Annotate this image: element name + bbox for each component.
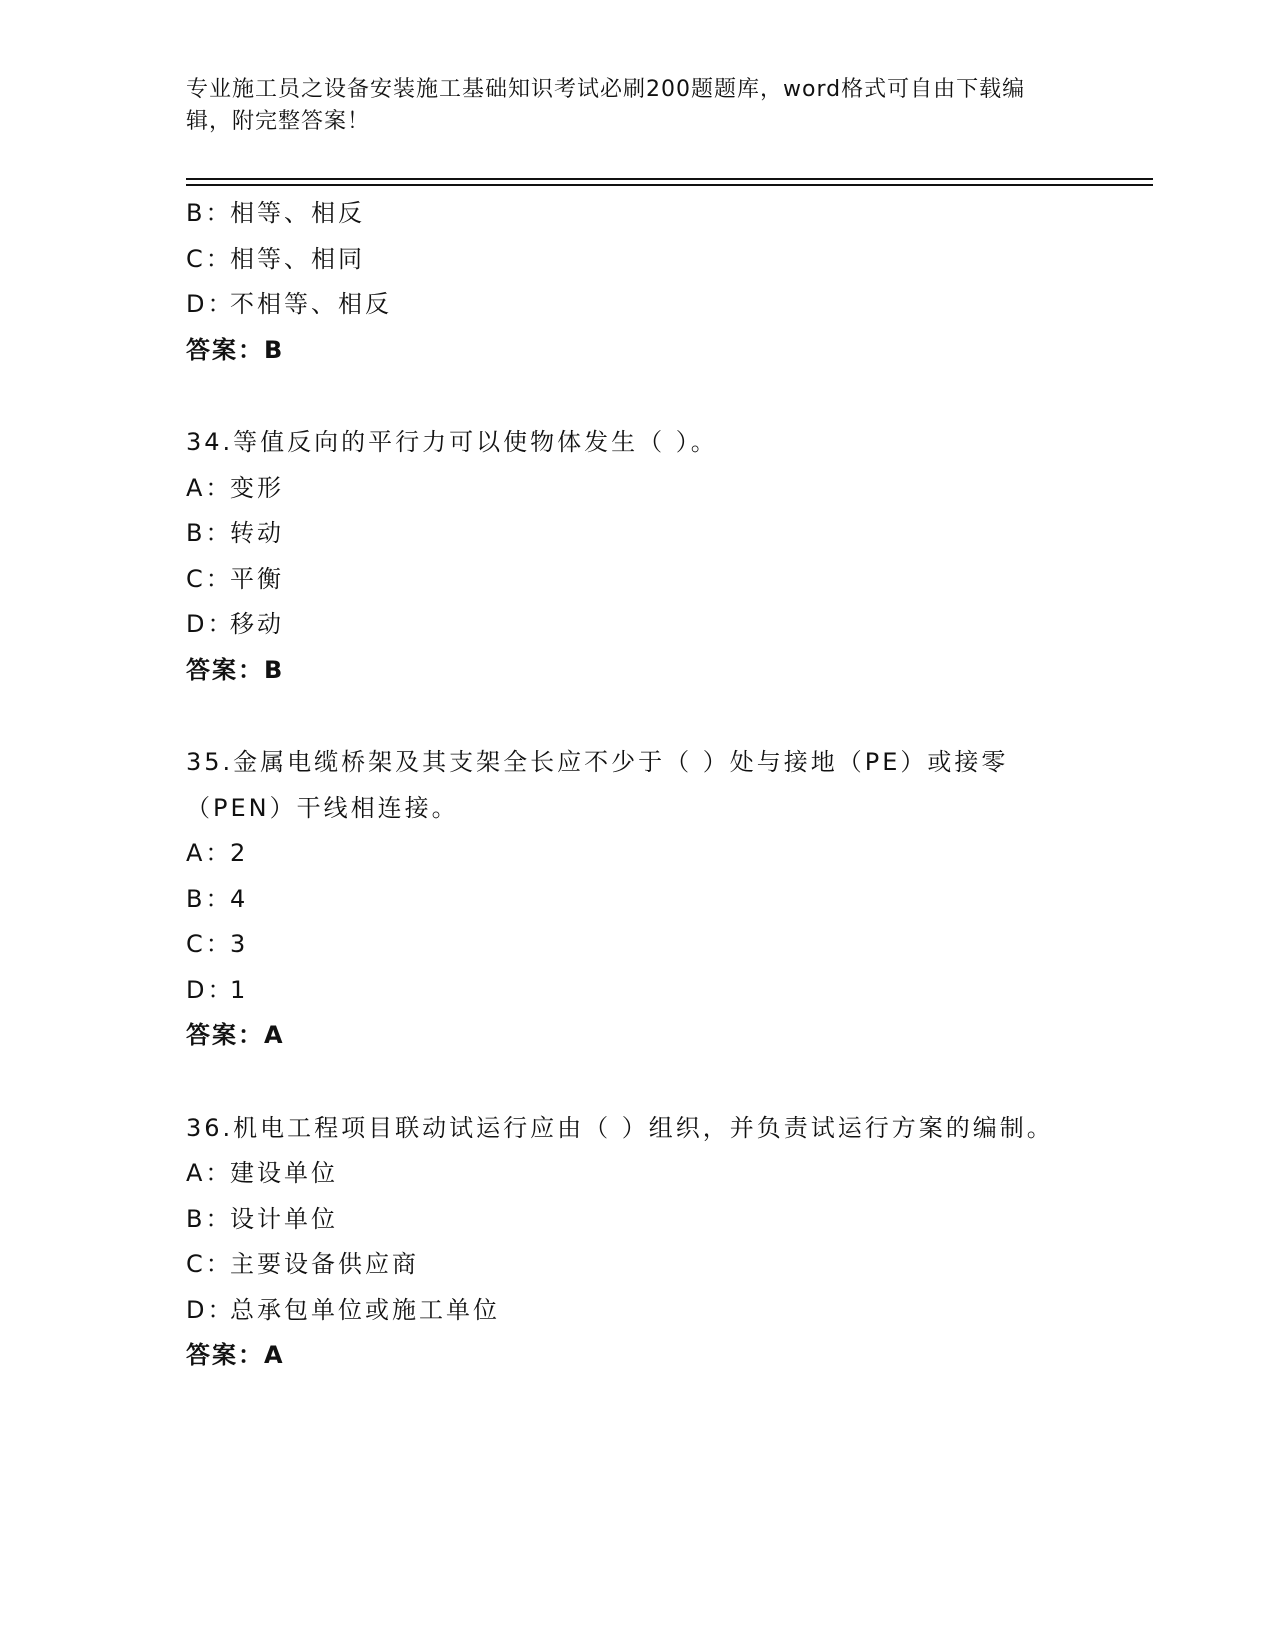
option-key: C： — [186, 930, 233, 958]
question-list — [186, 191, 1086, 1379]
option-text: 建设单位 — [230, 1159, 338, 1187]
option-key: D： — [186, 975, 235, 1004]
option-key: C： — [186, 564, 233, 593]
option-text: 2 — [230, 839, 249, 867]
option-d — [186, 282, 1086, 328]
option-key: D： — [186, 290, 235, 318]
option-key: B： — [186, 884, 233, 913]
header-rule-top — [186, 178, 1153, 180]
option-c — [186, 237, 1086, 283]
question-stem: 34.等值反向的平行力可以使物体发生（ ）。 — [186, 428, 718, 456]
document-header-title: 专业施工员之设备安装施工基础知识考试必刷200题题库，word格式可自由下载编辑，附完整答案！ — [186, 77, 1026, 134]
option-a — [186, 1151, 1086, 1197]
option-key: B： — [186, 199, 233, 227]
option-key: D： — [186, 610, 235, 638]
option-key: C： — [186, 1250, 233, 1278]
option-text: 不相等、相反 — [230, 290, 392, 318]
option-c — [186, 557, 1086, 603]
option-d — [186, 968, 1086, 1014]
option-text: 4 — [230, 884, 249, 913]
option-d — [186, 602, 1086, 648]
option-b — [186, 877, 1086, 923]
option-text: 主要设备供应商 — [230, 1250, 419, 1278]
answer-line: 答案：A — [186, 1021, 285, 1049]
answer-line: 答案：B — [186, 655, 285, 684]
option-text: 变形 — [230, 473, 284, 502]
option-c — [186, 1242, 1086, 1288]
option-text: 总承包单位或施工单位 — [230, 1295, 500, 1324]
option-key: B： — [186, 1204, 233, 1233]
option-key: C： — [186, 244, 233, 273]
answer-line: 答案：A — [186, 1341, 285, 1369]
option-a — [186, 831, 1086, 877]
option-key: A： — [186, 839, 233, 867]
question-36 — [186, 1106, 1086, 1379]
option-text: 设计单位 — [230, 1204, 338, 1233]
option-d — [186, 1288, 1086, 1334]
question-33-continued — [186, 191, 1086, 373]
question-34 — [186, 420, 1086, 693]
option-text: 移动 — [230, 610, 284, 638]
question-stem: 35.金属电缆桥架及其支架全长应不少于（ ）处与接地（PE）或接零（PEN）干线相连接。 — [186, 748, 1009, 822]
option-key: A： — [186, 473, 233, 502]
option-b — [186, 1197, 1086, 1243]
option-text: 相等、相反 — [230, 199, 365, 227]
answer-line: 答案：B — [186, 335, 285, 364]
option-text: 1 — [230, 975, 249, 1004]
option-b — [186, 191, 1086, 237]
option-text: 平衡 — [230, 564, 284, 593]
option-text: 转动 — [230, 519, 284, 547]
header-rule-bottom — [186, 184, 1153, 186]
option-key: D： — [186, 1295, 235, 1324]
option-key: A： — [186, 1159, 233, 1187]
option-b — [186, 511, 1086, 557]
option-text: 相等、相同 — [230, 244, 365, 273]
option-a — [186, 466, 1086, 512]
option-c — [186, 922, 1086, 968]
option-text: 3 — [230, 930, 249, 958]
question-stem: 36.机电工程项目联动试运行应由（ ）组织，并负责试运行方案的编制。 — [186, 1113, 1054, 1142]
option-key: B： — [186, 519, 233, 547]
question-35 — [186, 740, 1086, 1059]
